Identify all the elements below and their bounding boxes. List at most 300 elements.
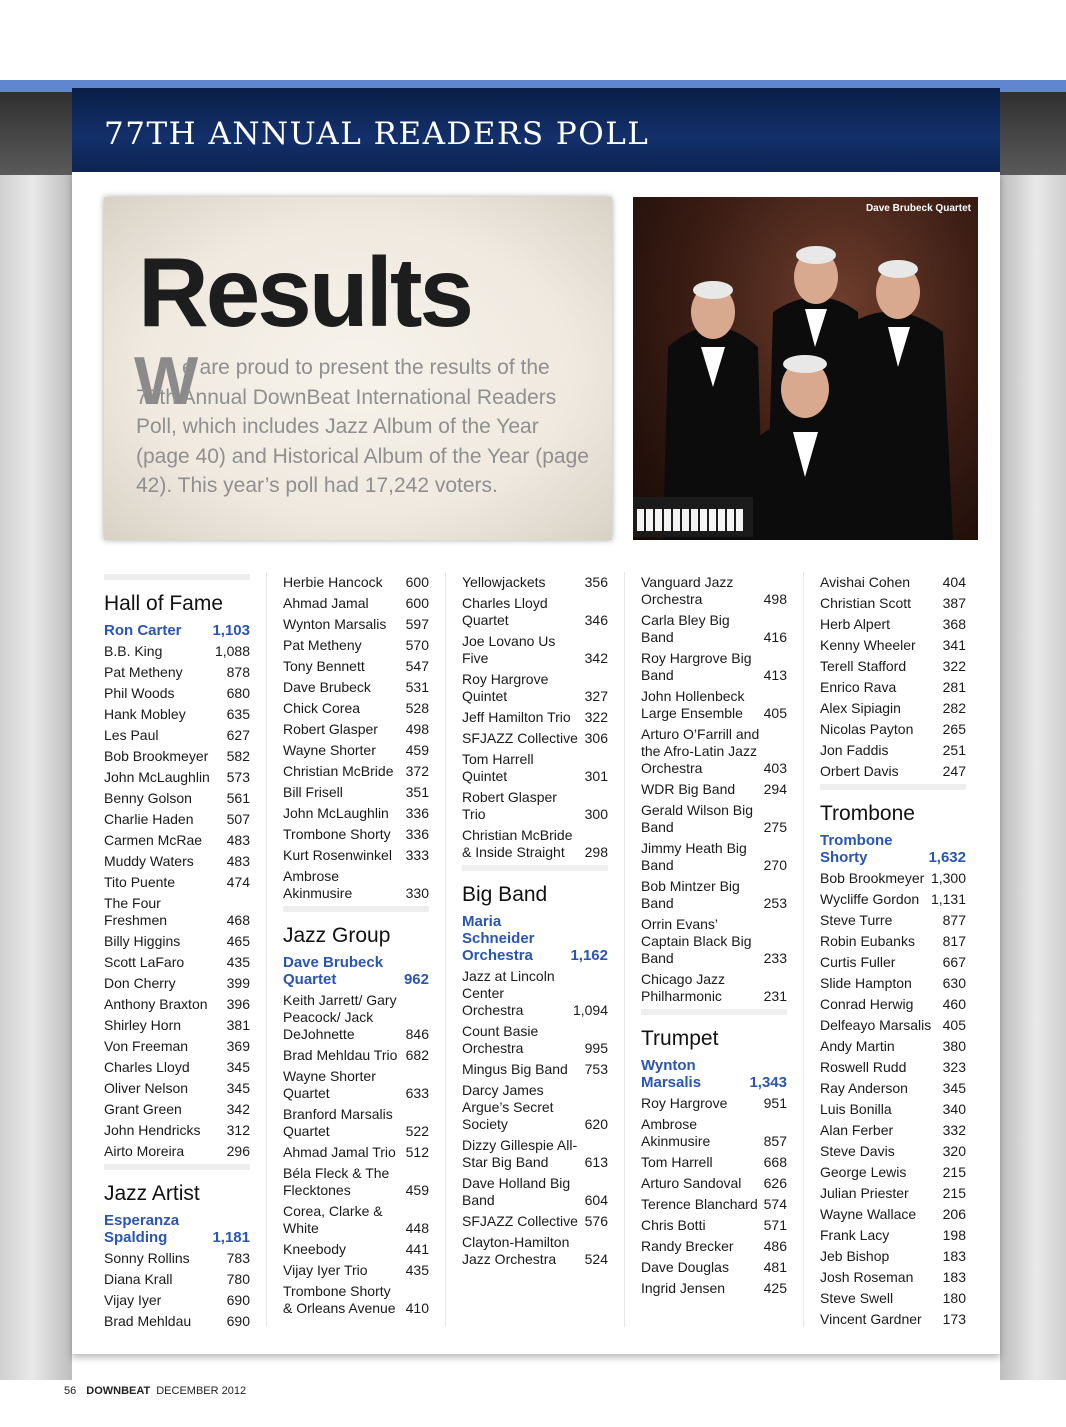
result-row xyxy=(283,782,429,803)
result-row xyxy=(820,952,966,973)
result-votes: 330 xyxy=(405,885,429,901)
result-name: Mingus Big Band xyxy=(462,1061,568,1077)
result-votes: 346 xyxy=(584,612,608,628)
column-divider xyxy=(266,572,267,1327)
result-name: Pat Metheny xyxy=(283,637,362,653)
result-votes: 680 xyxy=(226,685,250,701)
result-row xyxy=(104,683,250,704)
result-votes: 600 xyxy=(405,574,429,590)
result-row xyxy=(283,1239,429,1260)
result-name: The Four Freshmen xyxy=(104,895,168,928)
result-name: Count Basie Orchestra xyxy=(462,1023,539,1056)
result-row xyxy=(820,1015,966,1036)
result-row xyxy=(820,1183,966,1204)
result-row xyxy=(104,788,250,809)
result-votes: 635 xyxy=(226,706,250,722)
result-votes: 877 xyxy=(942,912,966,928)
result-row xyxy=(104,1036,250,1057)
result-votes: 626 xyxy=(763,1175,787,1191)
result-votes: 368 xyxy=(942,616,966,632)
section-heading: Hall of Fame xyxy=(104,592,224,615)
result-name: Roswell Rudd xyxy=(820,1059,907,1075)
result-name: Avishai Cohen xyxy=(820,574,911,590)
result-name: Dave Holland Big Band xyxy=(462,1175,571,1208)
result-row xyxy=(641,724,787,779)
section-heading: Jazz Artist xyxy=(104,1182,200,1205)
result-name: Charles Lloyd xyxy=(104,1059,190,1075)
winner-votes: 1,103 xyxy=(212,622,250,639)
result-name: John Hollenbeck Large Ensemble xyxy=(641,688,745,721)
result-name: Robin Eubanks xyxy=(820,933,915,949)
result-name: Randy Brecker xyxy=(641,1238,734,1254)
result-votes: 183 xyxy=(942,1269,966,1285)
result-row xyxy=(462,825,608,863)
result-row xyxy=(820,593,966,614)
result-name: Chick Corea xyxy=(283,700,361,716)
result-row xyxy=(104,725,250,746)
result-votes: 459 xyxy=(405,1182,429,1198)
winner-votes: 1,181 xyxy=(212,1229,250,1246)
result-row xyxy=(104,1269,250,1290)
result-name: Vanguard Jazz Orchestra xyxy=(641,574,734,607)
result-votes: 507 xyxy=(226,811,250,827)
result-row xyxy=(462,1232,608,1270)
result-votes: 403 xyxy=(763,760,787,776)
result-row xyxy=(104,952,250,973)
winner-name: Esperanza Spalding xyxy=(104,1212,180,1246)
result-row xyxy=(820,931,966,952)
result-votes: 682 xyxy=(405,1047,429,1063)
result-row xyxy=(283,698,429,719)
result-votes: 322 xyxy=(584,709,608,725)
result-votes: 345 xyxy=(226,1080,250,1096)
result-row xyxy=(820,1057,966,1078)
winner-row xyxy=(820,830,966,868)
result-name: Christian McBride xyxy=(283,763,394,779)
result-name: Anthony Braxton xyxy=(104,996,208,1012)
result-votes: 597 xyxy=(405,616,429,632)
result-name: Steve Turre xyxy=(820,912,893,928)
result-name: Chicago Jazz Philharmonic xyxy=(641,971,726,1004)
result-row xyxy=(641,572,787,610)
result-row xyxy=(104,662,250,683)
result-row xyxy=(641,1257,787,1278)
result-row xyxy=(641,1173,787,1194)
result-name: Christian Scott xyxy=(820,595,912,611)
result-name: Diana Krall xyxy=(104,1271,173,1287)
result-name: Andy Martin xyxy=(820,1038,895,1054)
result-name: Carmen McRae xyxy=(104,832,203,848)
result-votes: 780 xyxy=(226,1271,250,1287)
result-row xyxy=(104,994,250,1015)
result-row xyxy=(820,889,966,910)
photo-caption: Dave Brubeck Quartet xyxy=(865,203,971,214)
result-votes: 180 xyxy=(942,1290,966,1306)
result-row xyxy=(462,1021,608,1059)
result-votes: 336 xyxy=(405,805,429,821)
result-name: Scott LaFaro xyxy=(104,954,185,970)
results-column-2 xyxy=(283,572,429,1319)
result-name: Jeb Bishop xyxy=(820,1248,890,1264)
result-row xyxy=(820,994,966,1015)
result-name: Brad Mehldau xyxy=(104,1313,192,1329)
result-votes: 380 xyxy=(942,1038,966,1054)
banner xyxy=(72,88,1000,172)
winner-row xyxy=(283,952,429,990)
result-row xyxy=(104,851,250,872)
result-name: Enrico Rava xyxy=(820,679,897,695)
result-row xyxy=(283,593,429,614)
result-name: Bob Mintzer Big Band xyxy=(641,878,740,911)
result-name: Jazz at Lincoln Center Orchestra xyxy=(462,968,555,1018)
result-votes: 448 xyxy=(405,1220,429,1236)
result-votes: 668 xyxy=(763,1154,787,1170)
magazine-name: DOWNBEAT xyxy=(86,1385,151,1397)
result-votes: 340 xyxy=(942,1101,966,1117)
result-row xyxy=(462,631,608,669)
result-row xyxy=(462,1080,608,1135)
result-row xyxy=(462,593,608,631)
results-column-3 xyxy=(462,572,608,1270)
result-row xyxy=(641,969,787,1007)
result-votes: 251 xyxy=(942,742,966,758)
result-name: Oliver Nelson xyxy=(104,1080,189,1096)
result-name: George Lewis xyxy=(820,1164,907,1180)
result-votes: 846 xyxy=(405,1026,429,1042)
result-votes: 498 xyxy=(405,721,429,737)
result-name: Benny Golson xyxy=(104,790,192,806)
result-row xyxy=(820,868,966,889)
result-name: Tito Puente xyxy=(104,874,176,890)
page-edge-right xyxy=(1000,80,1066,1380)
result-votes: 857 xyxy=(763,1133,787,1149)
result-votes: 435 xyxy=(226,954,250,970)
result-votes: 298 xyxy=(584,844,608,860)
result-name: Trombone Shorty & Orleans Avenue xyxy=(283,1283,396,1316)
column-divider xyxy=(445,572,446,1327)
result-votes: 183 xyxy=(942,1248,966,1264)
result-votes: 486 xyxy=(763,1238,787,1254)
result-row xyxy=(462,1059,608,1080)
result-row xyxy=(283,614,429,635)
result-name: Herbie Hancock xyxy=(283,574,383,590)
result-votes: 465 xyxy=(226,933,250,949)
result-votes: 404 xyxy=(942,574,966,590)
result-row xyxy=(462,787,608,825)
result-row xyxy=(283,1163,429,1201)
result-name: Kneebody xyxy=(283,1241,347,1257)
result-row xyxy=(283,740,429,761)
section-heading: Big Band xyxy=(462,883,548,906)
winner-row xyxy=(104,1210,250,1248)
result-votes: 405 xyxy=(763,705,787,721)
result-row xyxy=(820,677,966,698)
result-name: Orrin Evans’ Captain Black Big Band xyxy=(641,916,752,966)
result-votes: 951 xyxy=(763,1095,787,1111)
result-votes: 620 xyxy=(584,1116,608,1132)
result-row xyxy=(104,830,250,851)
result-name: Frank Lacy xyxy=(820,1227,890,1243)
section-heading: Trumpet xyxy=(641,1027,719,1050)
result-votes: 356 xyxy=(584,574,608,590)
result-name: Steve Davis xyxy=(820,1143,895,1159)
winner-name: Ron Carter xyxy=(104,622,182,639)
result-row xyxy=(283,635,429,656)
result-votes: 524 xyxy=(584,1251,608,1267)
result-row xyxy=(462,669,608,707)
result-votes: 531 xyxy=(405,679,429,695)
result-votes: 574 xyxy=(763,1196,787,1212)
result-name: Bill Frisell xyxy=(283,784,343,800)
result-name: Shirley Horn xyxy=(104,1017,182,1033)
result-votes: 405 xyxy=(942,1017,966,1033)
result-votes: 460 xyxy=(942,996,966,1012)
result-name: SFJAZZ Collective xyxy=(462,1213,578,1229)
result-name: Arturo Sandoval xyxy=(641,1175,742,1191)
winner-votes: 1,632 xyxy=(928,849,966,866)
result-name: Jeff Hamilton Trio xyxy=(462,709,571,725)
photo-illustration xyxy=(633,197,978,540)
result-name: Béla Fleck & The Flecktones xyxy=(283,1165,390,1198)
result-votes: 1,088 xyxy=(214,643,250,659)
result-name: Vincent Gardner xyxy=(820,1311,922,1327)
result-row xyxy=(820,614,966,635)
result-votes: 600 xyxy=(405,595,429,611)
result-votes: 312 xyxy=(226,1122,250,1138)
result-votes: 753 xyxy=(584,1061,608,1077)
result-row xyxy=(462,572,608,593)
result-name: Yellowjackets xyxy=(462,574,546,590)
result-votes: 399 xyxy=(226,975,250,991)
section-divider xyxy=(641,1009,787,1015)
result-name: Slide Hampton xyxy=(820,975,912,991)
result-row xyxy=(641,914,787,969)
result-name: Brad Mehldau Trio xyxy=(283,1047,398,1063)
result-row xyxy=(820,656,966,677)
result-name: John McLaughlin xyxy=(283,805,389,821)
result-name: Alex Sipiagin xyxy=(820,700,901,716)
result-name: B.B. King xyxy=(104,643,163,659)
result-votes: 342 xyxy=(226,1101,250,1117)
page-footer xyxy=(64,1385,246,1397)
result-votes: 231 xyxy=(763,988,787,1004)
result-votes: 233 xyxy=(763,950,787,966)
result-votes: 215 xyxy=(942,1164,966,1180)
result-name: Hank Mobley xyxy=(104,706,186,722)
result-row xyxy=(104,767,250,788)
result-votes: 498 xyxy=(763,591,787,607)
result-name: Charlie Haden xyxy=(104,811,194,827)
result-name: Wynton Marsalis xyxy=(283,616,387,632)
result-row xyxy=(820,910,966,931)
result-votes: 247 xyxy=(942,763,966,779)
result-votes: 481 xyxy=(763,1259,787,1275)
result-votes: 387 xyxy=(942,595,966,611)
result-row xyxy=(641,686,787,724)
results-column-5 xyxy=(820,572,966,1330)
result-votes: 381 xyxy=(226,1017,250,1033)
result-row xyxy=(462,966,608,1021)
result-row xyxy=(283,845,429,866)
result-row xyxy=(820,1309,966,1330)
result-votes: 396 xyxy=(226,996,250,1012)
result-votes: 633 xyxy=(405,1085,429,1101)
result-row xyxy=(641,1194,787,1215)
result-votes: 198 xyxy=(942,1227,966,1243)
result-votes: 571 xyxy=(763,1217,787,1233)
intro-text: e are proud to present the results of the 77th Annual DownBeat International Readers Poll, which includes Jazz Album of the Year (page 40) and Historical Album of the Year (page 42). This year’s poll had 17,242 voters. xyxy=(136,356,589,497)
result-row xyxy=(283,803,429,824)
result-row xyxy=(641,779,787,800)
result-name: Branford Marsalis Quartet xyxy=(283,1106,393,1139)
result-votes: 253 xyxy=(763,895,787,911)
result-name: Julian Priester xyxy=(820,1185,909,1201)
result-name: Ambrose Akinmusire xyxy=(641,1116,711,1149)
result-row xyxy=(820,1078,966,1099)
result-name: Ingrid Jensen xyxy=(641,1280,726,1296)
result-row xyxy=(641,1093,787,1114)
result-name: Gerald Wilson Big Band xyxy=(641,802,754,835)
result-row xyxy=(104,931,250,952)
winner-row xyxy=(641,1055,787,1093)
section-divider xyxy=(820,784,966,790)
result-row xyxy=(283,1045,429,1066)
result-votes: 369 xyxy=(226,1038,250,1054)
result-row xyxy=(283,1104,429,1142)
result-row xyxy=(104,1248,250,1269)
result-row xyxy=(820,635,966,656)
result-name: Kurt Rosenwinkel xyxy=(283,847,392,863)
result-name: Steve Swell xyxy=(820,1290,894,1306)
result-name: Josh Roseman xyxy=(820,1269,914,1285)
result-name: Robert Glasper Trio xyxy=(462,789,557,822)
result-name: Keith Jarrett/ Gary Peacock/ Jack DeJohnette xyxy=(283,992,397,1042)
result-votes: 300 xyxy=(584,806,608,822)
result-row xyxy=(283,1281,429,1319)
result-votes: 441 xyxy=(405,1241,429,1257)
result-votes: 995 xyxy=(584,1040,608,1056)
result-name: Luis Bonilla xyxy=(820,1101,892,1117)
result-name: Sonny Rollins xyxy=(104,1250,190,1266)
result-name: Joe Lovano Us Five xyxy=(462,633,556,666)
result-row xyxy=(641,648,787,686)
result-row xyxy=(462,1211,608,1232)
winner-row xyxy=(104,620,250,641)
column-divider xyxy=(624,572,625,1327)
result-votes: 483 xyxy=(226,832,250,848)
result-votes: 522 xyxy=(405,1123,429,1139)
section-heading: Trombone xyxy=(820,802,915,825)
result-votes: 413 xyxy=(763,667,787,683)
result-row xyxy=(641,876,787,914)
result-name: Grant Green xyxy=(104,1101,182,1117)
result-votes: 351 xyxy=(405,784,429,800)
result-votes: 1,300 xyxy=(930,870,966,886)
result-name: Trombone Shorty xyxy=(283,826,391,842)
result-name: Delfeayo Marsalis xyxy=(820,1017,932,1033)
result-row xyxy=(283,1260,429,1281)
result-votes: 630 xyxy=(942,975,966,991)
result-votes: 306 xyxy=(584,730,608,746)
winner-votes: 962 xyxy=(403,971,429,988)
result-votes: 667 xyxy=(942,954,966,970)
result-name: Wayne Shorter xyxy=(283,742,376,758)
result-name: Herb Alpert xyxy=(820,616,891,632)
result-row xyxy=(283,1066,429,1104)
result-votes: 327 xyxy=(584,688,608,704)
result-row xyxy=(820,1036,966,1057)
result-name: Terell Stafford xyxy=(820,658,907,674)
result-votes: 301 xyxy=(584,768,608,784)
result-votes: 582 xyxy=(226,748,250,764)
result-row xyxy=(283,572,429,593)
result-row xyxy=(283,990,429,1045)
result-votes: 333 xyxy=(405,847,429,863)
result-votes: 604 xyxy=(584,1192,608,1208)
winner-name: Dave Brubeck Quartet xyxy=(283,954,384,988)
result-name: Dave Brubeck xyxy=(283,679,371,695)
issue-date: DECEMBER 2012 xyxy=(156,1385,247,1397)
result-votes: 474 xyxy=(226,874,250,890)
result-name: Chris Botti xyxy=(641,1217,706,1233)
result-row xyxy=(820,1141,966,1162)
result-row xyxy=(820,761,966,782)
result-votes: 783 xyxy=(226,1250,250,1266)
result-name: Muddy Waters xyxy=(104,853,194,869)
result-row xyxy=(820,572,966,593)
result-votes: 410 xyxy=(405,1300,429,1316)
result-row xyxy=(820,1267,966,1288)
result-votes: 425 xyxy=(763,1280,787,1296)
result-votes: 281 xyxy=(942,679,966,695)
result-row xyxy=(820,740,966,761)
result-votes: 547 xyxy=(405,658,429,674)
result-votes: 1,131 xyxy=(930,891,966,907)
result-votes: 435 xyxy=(405,1262,429,1278)
result-name: Darcy James Argue’s Secret Society xyxy=(462,1082,554,1132)
result-row xyxy=(104,1078,250,1099)
result-row xyxy=(820,1246,966,1267)
result-name: Carla Bley Big Band xyxy=(641,612,730,645)
winner-name: Maria Schneider Orchestra xyxy=(462,913,535,964)
result-votes: 690 xyxy=(226,1313,250,1329)
result-votes: 322 xyxy=(942,658,966,674)
result-row xyxy=(462,1135,608,1173)
result-name: John McLaughlin xyxy=(104,769,210,785)
result-name: Clayton-Hamilton Jazz Orchestra xyxy=(462,1234,570,1267)
result-name: Nicolas Payton xyxy=(820,721,914,737)
result-name: Tom Harrell xyxy=(641,1154,713,1170)
result-name: Ambrose Akinmusire xyxy=(283,868,353,901)
result-row xyxy=(820,1120,966,1141)
result-votes: 690 xyxy=(226,1292,250,1308)
result-votes: 878 xyxy=(226,664,250,680)
result-votes: 336 xyxy=(405,826,429,842)
result-row xyxy=(462,1173,608,1211)
result-name: Curtis Fuller xyxy=(820,954,896,970)
result-votes: 173 xyxy=(942,1311,966,1327)
result-row xyxy=(104,1120,250,1141)
result-name: Billy Higgins xyxy=(104,933,181,949)
result-name: Conrad Herwig xyxy=(820,996,914,1012)
page-edge-left xyxy=(0,80,72,1380)
result-name: SFJAZZ Collective xyxy=(462,730,578,746)
winner-name: Wynton Marsalis xyxy=(641,1057,702,1091)
result-name: Roy Hargrove xyxy=(641,1095,728,1111)
result-row xyxy=(641,800,787,838)
result-row xyxy=(283,719,429,740)
section-divider xyxy=(104,1164,250,1170)
